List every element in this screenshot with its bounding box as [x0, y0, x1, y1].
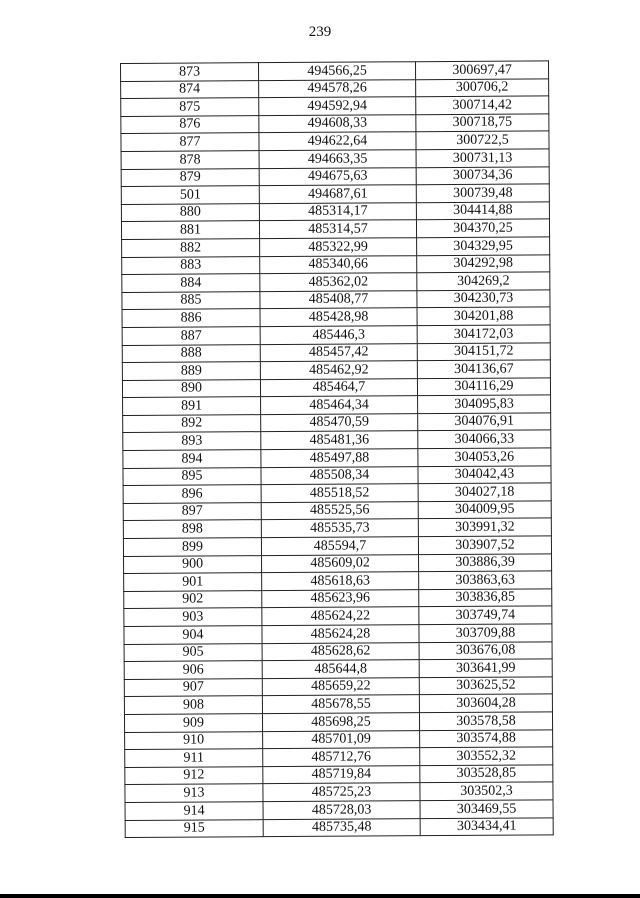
table-row: [125, 765, 553, 785]
x-coordinate-cell: 485525,56: [261, 502, 418, 521]
y-coordinate-cell: 304370,25: [416, 219, 549, 237]
y-coordinate-cell: 304076,91: [418, 413, 551, 431]
point-number-cell: 894: [123, 450, 261, 468]
x-coordinate-cell: 494675,63: [259, 167, 416, 186]
x-coordinate-cell: 485644,8: [262, 660, 419, 679]
table-row: [124, 694, 552, 714]
y-coordinate-cell: 303907,52: [418, 536, 551, 554]
point-number-cell: 908: [124, 696, 262, 714]
point-number-cell: 910: [125, 731, 263, 749]
y-coordinate-cell: 303641,99: [419, 659, 552, 677]
point-number-cell: 906: [124, 661, 262, 679]
table-row: [124, 624, 552, 644]
table-row: [122, 360, 550, 380]
x-coordinate-cell: 485314,57: [259, 220, 416, 239]
y-coordinate-cell: 304151,72: [417, 342, 550, 360]
table-row: [121, 219, 549, 239]
y-coordinate-cell: 300722,5: [416, 131, 549, 149]
y-coordinate-cell: 300714,42: [416, 96, 549, 114]
point-number-cell: 895: [123, 467, 261, 485]
table-row: [124, 677, 552, 697]
y-coordinate-cell: 300718,75: [416, 114, 549, 132]
x-coordinate-cell: 485340,66: [260, 255, 417, 274]
table-row: [125, 817, 553, 837]
table-row: [121, 166, 549, 186]
point-number-cell: 915: [125, 819, 263, 837]
x-coordinate-cell: 485623,96: [262, 589, 419, 608]
table-row: [121, 202, 549, 222]
point-number-cell: 873: [121, 63, 259, 81]
x-coordinate-cell: 485594,7: [261, 537, 418, 556]
y-coordinate-cell: 300697,47: [415, 61, 548, 79]
point-number-cell: 909: [124, 714, 262, 732]
x-coordinate-cell: 485618,63: [262, 572, 419, 591]
y-coordinate-cell: 303552,32: [420, 747, 553, 765]
y-coordinate-cell: 304042,43: [418, 466, 551, 484]
x-coordinate-cell: 485362,02: [260, 273, 417, 292]
table-row: [123, 395, 551, 415]
x-coordinate-cell: 485464,34: [261, 396, 418, 415]
table-row: [125, 800, 553, 820]
table-row: [124, 659, 552, 679]
x-coordinate-cell: 485428,98: [260, 308, 417, 327]
y-coordinate-cell: 300706,2: [416, 78, 549, 96]
point-number-cell: 893: [123, 432, 261, 450]
y-coordinate-cell: 303434,41: [420, 817, 553, 835]
y-coordinate-cell: 303709,88: [419, 624, 552, 642]
y-coordinate-cell: 304136,67: [417, 360, 550, 378]
point-number-cell: 901: [124, 573, 262, 591]
table-row: [121, 114, 549, 134]
y-coordinate-cell: 304095,83: [418, 395, 551, 413]
point-number-cell: 878: [121, 151, 259, 169]
y-coordinate-cell: 304230,73: [417, 290, 550, 308]
point-number-cell: 875: [121, 98, 259, 116]
table-row: [121, 149, 549, 169]
y-coordinate-cell: 303469,55: [420, 800, 553, 818]
point-number-cell: 879: [121, 168, 259, 186]
y-coordinate-cell: 304292,98: [417, 254, 550, 272]
x-coordinate-cell: 485624,28: [262, 625, 419, 644]
table-row: [122, 272, 550, 292]
point-number-cell: 891: [123, 397, 261, 415]
table-row: [123, 430, 551, 450]
y-coordinate-cell: 304027,18: [418, 483, 551, 501]
y-coordinate-cell: 304329,95: [417, 237, 550, 255]
x-coordinate-cell: 494687,61: [259, 185, 416, 204]
x-coordinate-cell: 485314,17: [259, 202, 416, 221]
y-coordinate-cell: 303502,3: [420, 782, 553, 800]
y-coordinate-cell: 303836,85: [419, 589, 552, 607]
point-number-cell: 876: [121, 115, 259, 133]
table-row: [122, 237, 550, 257]
point-number-cell: 911: [125, 749, 263, 767]
point-number-cell: 904: [124, 626, 262, 644]
scan-bottom-edge: [0, 894, 640, 898]
table-row: [121, 96, 549, 116]
y-coordinate-cell: 300734,36: [416, 166, 549, 184]
point-number-cell: 892: [123, 415, 261, 433]
point-number-cell: 884: [122, 274, 260, 292]
table-row: [122, 342, 550, 362]
y-coordinate-cell: 303625,52: [419, 677, 552, 695]
table-row: [123, 413, 551, 433]
point-number-cell: 880: [121, 203, 259, 221]
y-coordinate-cell: 304053,26: [418, 448, 551, 466]
point-number-cell: 890: [122, 379, 260, 397]
y-coordinate-cell: 303528,85: [420, 765, 553, 783]
y-coordinate-cell: 304116,29: [417, 378, 550, 396]
point-number-cell: 883: [122, 256, 260, 274]
x-coordinate-cell: 494578,26: [259, 79, 416, 98]
point-number-cell: 899: [123, 538, 261, 556]
table-row: [122, 254, 550, 274]
table-row: [123, 483, 551, 503]
x-coordinate-cell: 494592,94: [259, 97, 416, 116]
y-coordinate-cell: 303604,28: [419, 694, 552, 712]
point-number-cell: 877: [121, 133, 259, 151]
y-coordinate-cell: 303676,08: [419, 641, 552, 659]
table-row: [121, 61, 549, 81]
x-coordinate-cell: 494608,33: [259, 114, 416, 133]
x-coordinate-cell: 485698,25: [262, 713, 419, 732]
point-number-cell: 900: [124, 555, 262, 573]
table-row: [122, 307, 550, 327]
y-coordinate-cell: 304201,88: [417, 307, 550, 325]
table-row: [121, 184, 549, 204]
point-number-cell: 881: [121, 221, 259, 239]
table-row: [124, 553, 552, 573]
x-coordinate-cell: 485497,88: [261, 449, 418, 468]
y-coordinate-cell: 303863,63: [419, 571, 552, 589]
table-row: [125, 729, 553, 749]
y-coordinate-cell: 304009,95: [418, 501, 551, 519]
point-number-cell: 874: [121, 80, 259, 98]
point-number-cell: 501: [121, 186, 259, 204]
point-number-cell: 902: [124, 590, 262, 608]
table-row: [124, 606, 552, 626]
x-coordinate-cell: 485470,59: [261, 414, 418, 433]
y-coordinate-cell: 304066,33: [418, 430, 551, 448]
y-coordinate-cell: 304414,88: [416, 202, 549, 220]
y-coordinate-cell: 304172,03: [417, 325, 550, 343]
y-coordinate-cell: 300731,13: [416, 149, 549, 167]
x-coordinate-cell: 485725,23: [263, 783, 420, 802]
x-coordinate-cell: 485446,3: [260, 326, 417, 345]
x-coordinate-cell: 485508,34: [261, 466, 418, 485]
x-coordinate-cell: 485728,03: [263, 801, 420, 820]
x-coordinate-cell: 485408,77: [260, 290, 417, 309]
table-row: [124, 571, 552, 591]
table-row: [124, 712, 552, 732]
x-coordinate-cell: 494622,64: [259, 132, 416, 151]
point-number-cell: 905: [124, 643, 262, 661]
coordinates-table: [120, 60, 554, 838]
x-coordinate-cell: 485609,02: [262, 554, 419, 573]
y-coordinate-cell: 304269,2: [417, 272, 550, 290]
point-number-cell: 887: [122, 327, 260, 345]
table-row: [123, 518, 551, 538]
point-number-cell: 889: [122, 362, 260, 380]
x-coordinate-cell: 485481,36: [261, 431, 418, 450]
x-coordinate-cell: 485518,52: [261, 484, 418, 503]
table-row: [122, 378, 550, 398]
x-coordinate-cell: 485535,73: [261, 519, 418, 538]
point-number-cell: 914: [125, 802, 263, 820]
x-coordinate-cell: 494663,35: [259, 150, 416, 169]
point-number-cell: 897: [123, 502, 261, 520]
y-coordinate-cell: 303578,58: [419, 712, 552, 730]
x-coordinate-cell: 485457,42: [260, 343, 417, 362]
point-number-cell: 882: [122, 239, 260, 257]
x-coordinate-cell: 485628,62: [262, 642, 419, 661]
x-coordinate-cell: 485719,84: [263, 765, 420, 784]
x-coordinate-cell: 485322,99: [260, 238, 417, 257]
x-coordinate-cell: 485464,7: [260, 378, 417, 397]
x-coordinate-cell: 485678,55: [262, 695, 419, 714]
table-row: [123, 466, 551, 486]
point-number-cell: 903: [124, 608, 262, 626]
point-number-cell: 888: [122, 344, 260, 362]
y-coordinate-cell: 303991,32: [418, 518, 551, 536]
table-row: [125, 747, 553, 767]
table-row: [123, 536, 551, 556]
x-coordinate-cell: 485735,48: [263, 818, 420, 837]
point-number-cell: 885: [122, 291, 260, 309]
table-row: [124, 641, 552, 661]
table-row: [125, 782, 553, 802]
point-number-cell: 886: [122, 309, 260, 327]
x-coordinate-cell: 485659,22: [262, 677, 419, 696]
x-coordinate-cell: 485462,92: [260, 361, 417, 380]
point-number-cell: 913: [125, 784, 263, 802]
y-coordinate-cell: 303886,39: [419, 553, 552, 571]
page-number: 239: [308, 24, 332, 40]
x-coordinate-cell: 485712,76: [263, 748, 420, 767]
table-row: [121, 78, 549, 98]
point-number-cell: 896: [123, 485, 261, 503]
point-number-cell: 907: [124, 678, 262, 696]
y-coordinate-cell: 303574,88: [420, 729, 553, 747]
table-row: [123, 501, 551, 521]
x-coordinate-cell: 485701,09: [263, 730, 420, 749]
point-number-cell: 898: [123, 520, 261, 538]
x-coordinate-cell: 485624,22: [262, 607, 419, 626]
y-coordinate-cell: 303749,74: [419, 606, 552, 624]
table-row: [121, 131, 549, 151]
y-coordinate-cell: 300739,48: [416, 184, 549, 202]
table-row: [122, 325, 550, 345]
table-row: [124, 589, 552, 609]
x-coordinate-cell: 494566,25: [259, 62, 416, 81]
table-row: [123, 448, 551, 468]
point-number-cell: 912: [125, 766, 263, 784]
table-row: [122, 290, 550, 310]
coordinates-table-body: [121, 61, 554, 838]
